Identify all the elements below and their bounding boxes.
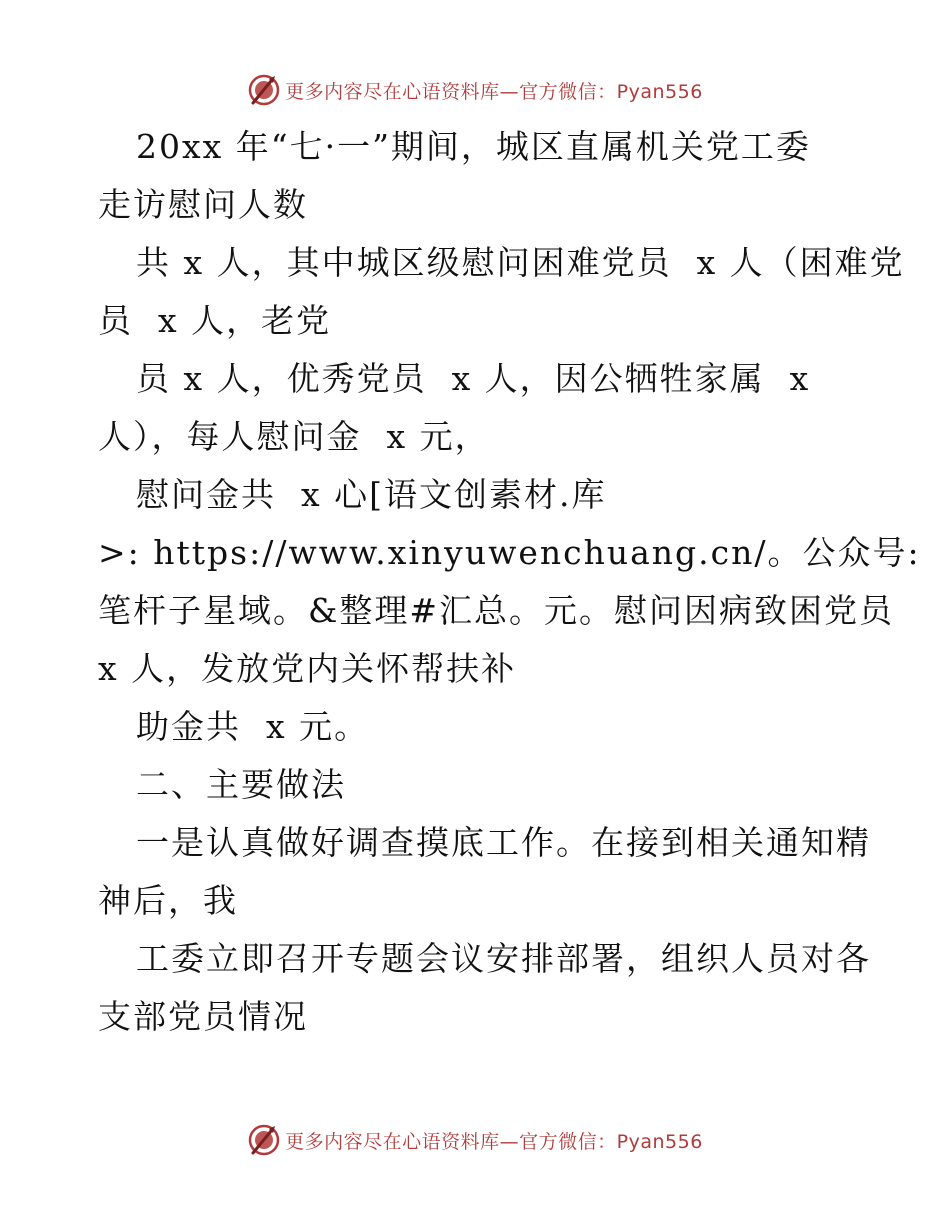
seal-logo-icon	[247, 73, 281, 107]
text-line: 神后，我	[98, 881, 238, 920]
footer-banner	[0, 1120, 950, 1160]
header-banner	[0, 70, 950, 110]
seal-logo-icon	[247, 1123, 281, 1157]
text-line: >: https://www.xinyuwenchuang.cn/。公众号:	[98, 533, 921, 572]
text-line: 一是认真做好调查摸底工作。在接到相关通知精	[136, 823, 871, 862]
text-line: 20xx 年“七·一”期间，城区直属机关党工委	[136, 127, 811, 166]
header-banner-text: 更多内容尽在心语资料库—官方微信：Pyan556	[285, 80, 703, 103]
text-line: 员 x 人，优秀党员 x 人，因公牺牲家属 x	[136, 359, 811, 398]
text-line: 走访慰问人数	[98, 185, 308, 224]
text-line: x 人，发放党内关怀帮扶补	[98, 649, 517, 688]
text-line: 共 x 人，其中城区级慰问困难党员 x 人（困难党	[136, 243, 905, 282]
text-line: 慰问金共 x 心[语文创素材.库	[136, 475, 607, 514]
text-line: 笔杆子星域。&整理#汇总。元。慰问因病致困党员	[98, 591, 895, 630]
footer-banner-text: 更多内容尽在心语资料库—官方微信：Pyan556	[285, 1130, 703, 1153]
document-body	[98, 118, 921, 1046]
text-line: 助金共 x 元。	[136, 707, 370, 746]
text-line: 工委立即召开专题会议安排部署，组织人员对各	[136, 939, 871, 978]
section-heading: 二、主要做法	[136, 765, 346, 804]
text-line: 支部党员情况	[98, 997, 308, 1036]
text-line: 人），每人慰问金 x 元，	[98, 417, 490, 456]
text-line: 员 x 人，老党	[98, 301, 332, 340]
